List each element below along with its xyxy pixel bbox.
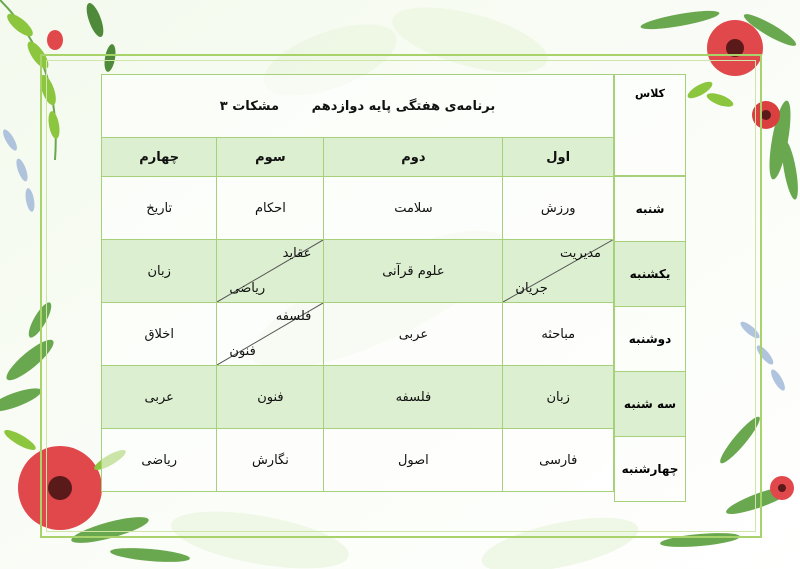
split-top-text: مدیریت [560, 246, 601, 261]
period-header: دوم [324, 138, 503, 177]
class-cell: مباحثه [503, 303, 614, 366]
split-top-text: عقاید [282, 246, 312, 261]
class-cell: فنون [217, 366, 324, 429]
day-label: چهارشنبه [615, 437, 686, 502]
class-cell: ورزش [503, 177, 614, 240]
page-title: برنامه‌ی هفتگی پایه دوازدهم [311, 98, 496, 114]
table-row [102, 240, 614, 303]
class-cell: سلامت [324, 177, 503, 240]
title-cell [102, 75, 614, 138]
split-bottom-text: فنون [229, 344, 256, 359]
split-cell [503, 240, 614, 303]
class-cell: زبان [503, 366, 614, 429]
class-label: کلاس [635, 87, 665, 100]
class-cell: اخلاق [102, 303, 217, 366]
period-header: اول [503, 138, 614, 177]
class-cell: فارسی [503, 429, 614, 492]
day-label: دوشنبه [615, 307, 686, 372]
class-cell: فلسفه [324, 366, 503, 429]
split-cell [217, 240, 324, 303]
class-cell: عربی [102, 366, 217, 429]
class-cell: تاریخ [102, 177, 217, 240]
table-row [102, 177, 614, 240]
split-top-text: فلسفه [275, 309, 312, 324]
day-column [614, 176, 686, 502]
period-header: چهارم [102, 138, 217, 177]
day-label: سه شنبه [615, 372, 686, 437]
class-cell: عربی [324, 303, 503, 366]
class-header-cell [614, 74, 686, 176]
class-cell: احکام [217, 177, 324, 240]
split-cell [217, 303, 324, 366]
table-row [102, 429, 614, 492]
period-header-row [102, 138, 614, 177]
split-bottom-text: جریان [515, 281, 548, 296]
class-cell: اصول [324, 429, 503, 492]
table-row [102, 366, 614, 429]
class-cell: زبان [102, 240, 217, 303]
page-subtitle: مشکات ۳ [219, 98, 280, 114]
schedule-table [101, 74, 614, 492]
class-cell: ریاضی [102, 429, 217, 492]
split-bottom-text: ریاضی [229, 281, 266, 296]
class-cell: نگارش [217, 429, 324, 492]
class-cell: علوم قرآنی [324, 240, 503, 303]
period-header: سوم [217, 138, 324, 177]
day-label: یکشنبه [615, 242, 686, 307]
table-row [102, 303, 614, 366]
day-label: شنبه [615, 177, 686, 242]
